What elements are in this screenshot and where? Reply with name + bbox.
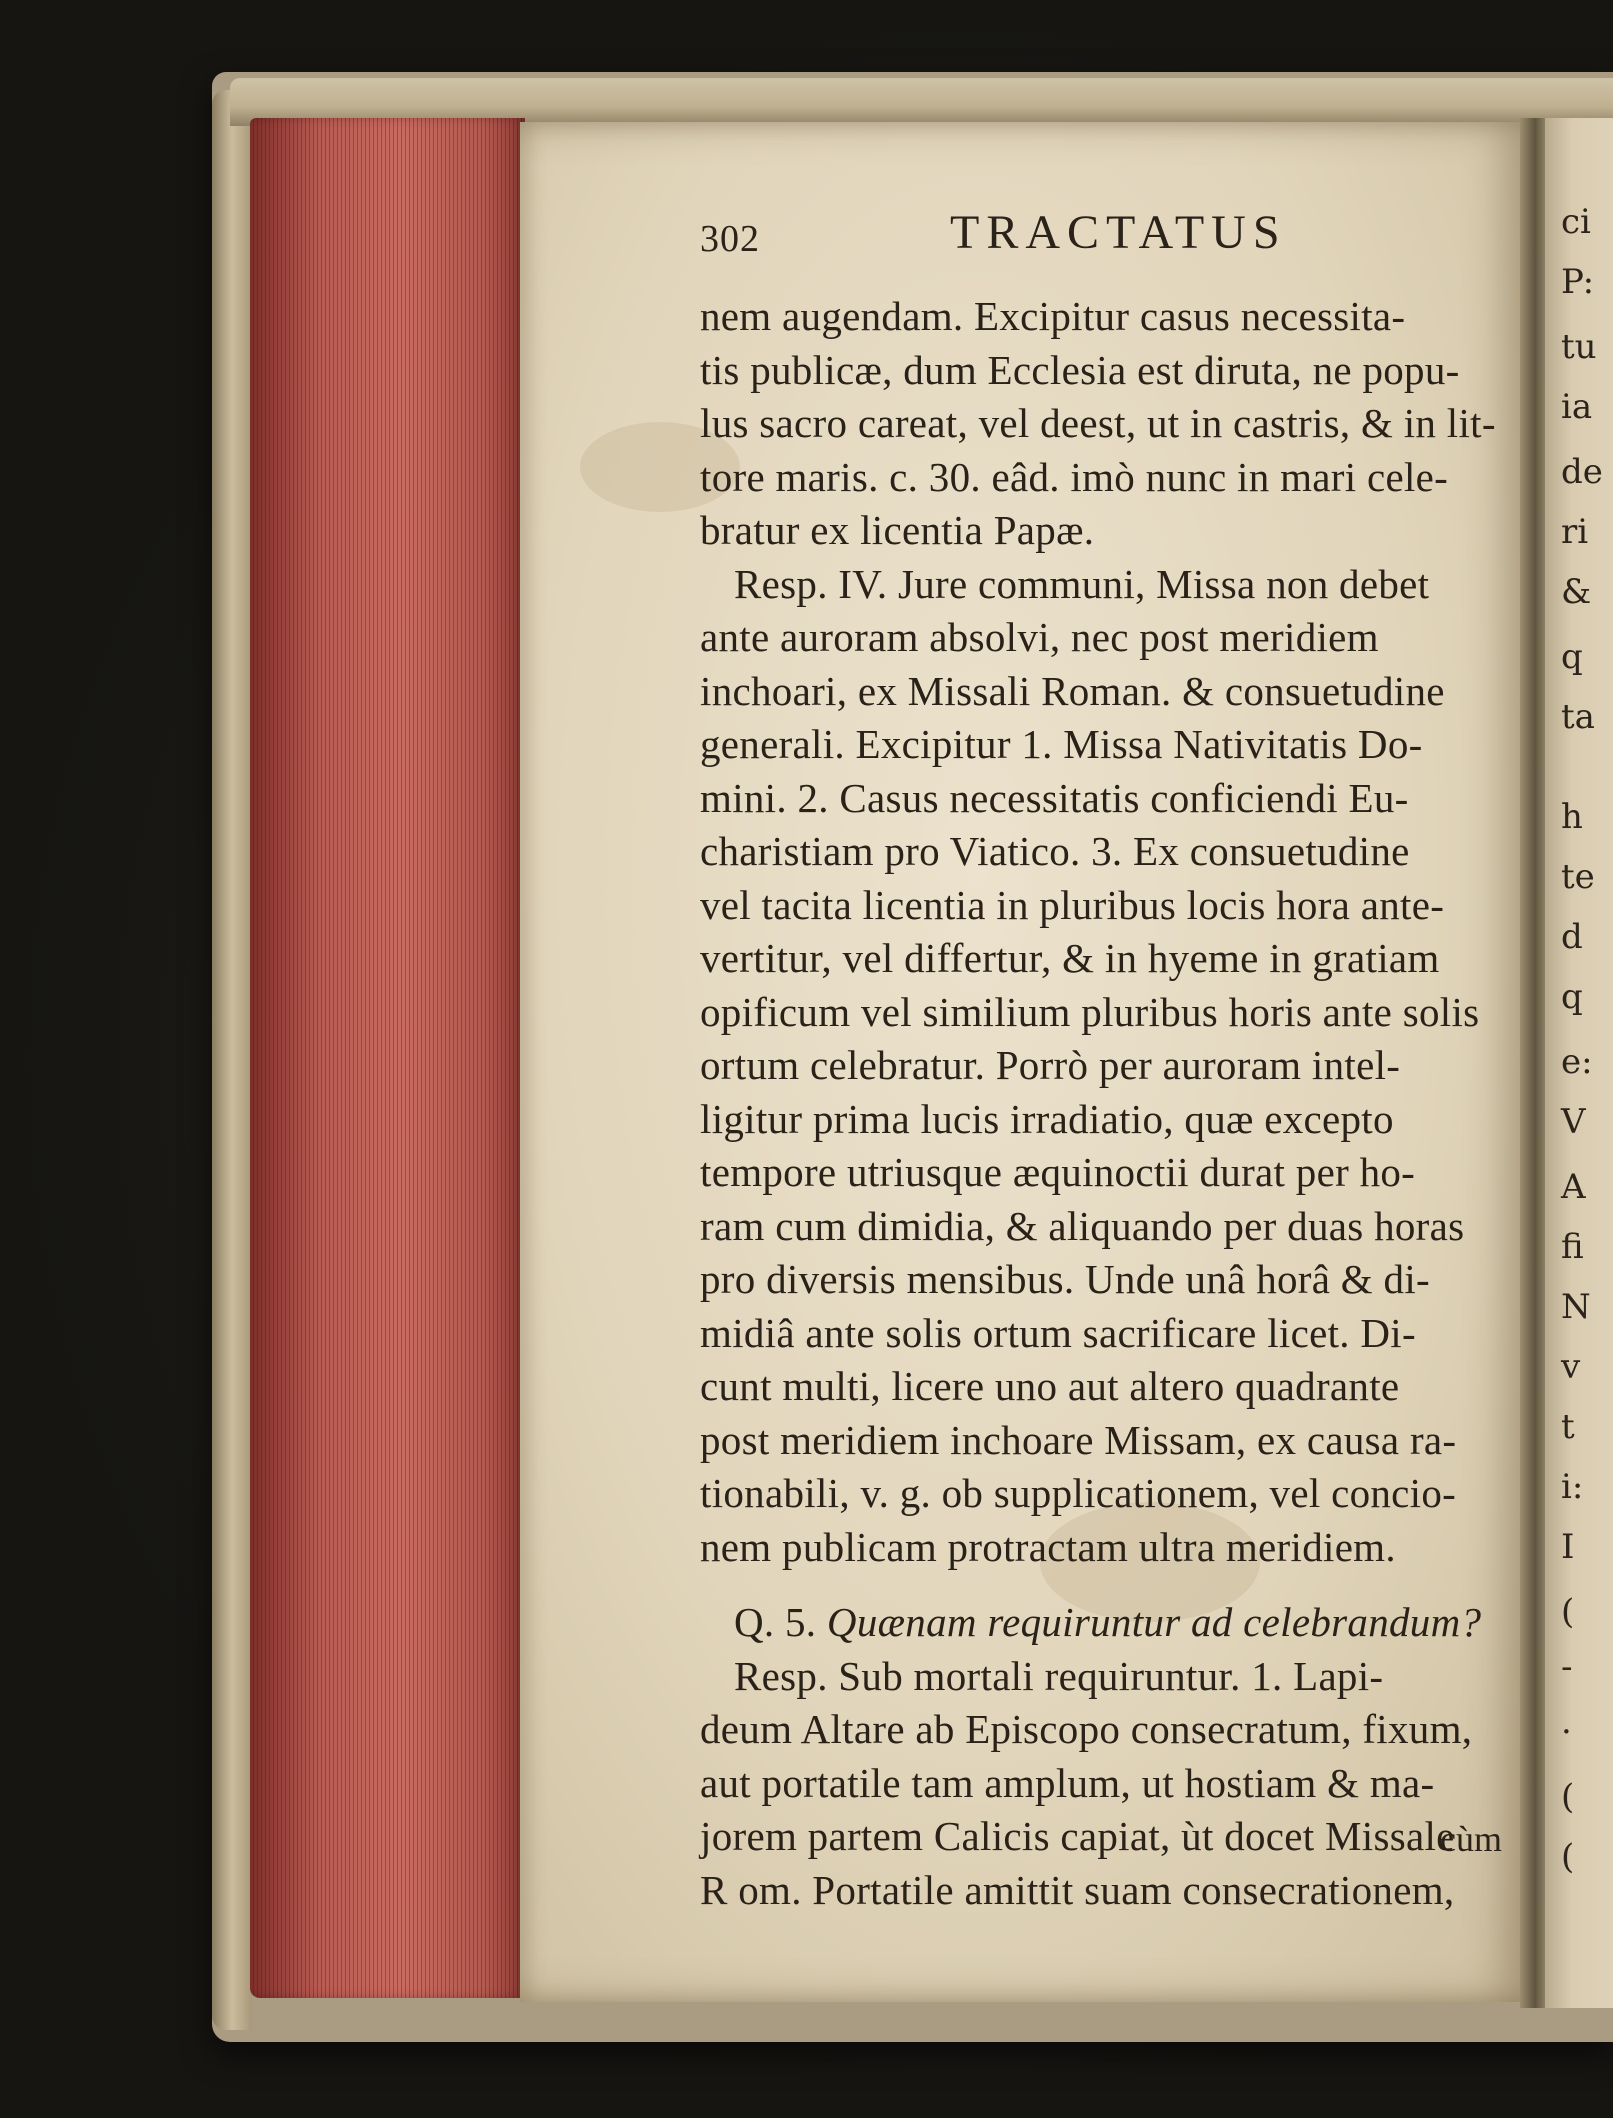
page-header — [700, 205, 1300, 265]
book-cover-edge — [212, 90, 252, 2030]
text-line: tionabili, v. g. ob supplicationem, vel concio- — [700, 1470, 1457, 1516]
text-line: deum Altare ab Episcopo consecratum, fixum, — [700, 1706, 1473, 1752]
facing-page-fragment-text: q — [1561, 977, 1583, 1017]
text-line: cunt multi, licere uno aut altero quadrante — [700, 1363, 1400, 1409]
facing-page-fragment-text: ci — [1561, 202, 1591, 242]
text-line: tempore utriusque æquinoctii durat per ho- — [700, 1149, 1416, 1195]
text-line: tore maris. c. 30. eâd. imò nunc in mari cele- — [700, 453, 1449, 500]
text-block — [700, 290, 1510, 1917]
facing-page-fragment-text: ( — [1561, 1837, 1575, 1877]
facing-page-fragment-text: - — [1561, 1647, 1573, 1687]
facing-page-fragment-text: P: — [1561, 262, 1595, 302]
text-line: nem augendam. Excipitur casus necessita- — [700, 293, 1406, 339]
question-heading — [700, 1596, 1510, 1650]
catchword: cùm — [1440, 1819, 1502, 1859]
text-line: Resp. Sub mortali requiruntur. 1. Lapi- — [734, 1652, 1384, 1699]
facing-page-fragment-text: t — [1561, 1407, 1575, 1447]
text-line: tis publicæ, dum Ecclesia est diruta, ne popu- — [700, 346, 1460, 393]
red-stained-page-edges — [250, 118, 525, 1998]
facing-page-fragment-text: V — [1561, 1102, 1586, 1142]
page-number: 302 — [700, 218, 760, 260]
facing-page-fragment-text: & — [1561, 572, 1592, 612]
facing-page-fragment-text: tu — [1561, 327, 1597, 367]
facing-page-fragment-text: ( — [1561, 1592, 1575, 1632]
facing-page-fragment-text: · — [1561, 1712, 1572, 1752]
text-line: vertitur, vel differtur, & in hyeme in gratiam — [700, 935, 1440, 981]
text-line: pro diversis mensibus. Unde unâ horâ & di- — [700, 1256, 1430, 1302]
facing-page-fragment-text: ( — [1561, 1777, 1575, 1817]
facing-page-fragment-text: fi — [1561, 1227, 1584, 1267]
facing-page-fragment-text: I — [1561, 1527, 1575, 1567]
running-title: TRACTATUS — [950, 206, 1287, 259]
text-line: inchoari, ex Missali Roman. & consuetudine — [700, 667, 1445, 714]
facing-page-fragment-text: te — [1561, 857, 1595, 897]
facing-page-fragment — [1545, 118, 1613, 2008]
facing-page-fragment-text: v — [1561, 1347, 1581, 1387]
facing-page-fragment-text: d — [1561, 917, 1583, 957]
text-line: opificum vel similium pluribus horis ante solis — [700, 988, 1480, 1035]
text-line: vel tacita licentia in pluribus locis hora ante- — [700, 881, 1445, 928]
text-line: jorem partem Calicis capiat, ùt docet Missale — [700, 1813, 1455, 1859]
text-line: ram cum dimidia, & aliquando per duas horas — [700, 1202, 1465, 1249]
facing-page-fragment-text: ia — [1561, 387, 1593, 427]
text-line: generali. Excipitur 1. Missa Nativitatis Do- — [700, 721, 1423, 767]
facing-page-fragment-text: ri — [1561, 512, 1589, 552]
facing-page-fragment-text: e: — [1561, 1042, 1593, 1082]
question-text: Quænam requiruntur ad celebrandum? — [826, 1599, 1482, 1645]
facing-page-fragment-text: i: — [1561, 1467, 1584, 1507]
question-label: Q. 5. — [734, 1599, 817, 1645]
text-line: midiâ ante solis ortum sacrificare licet. Di- — [700, 1309, 1416, 1356]
text-line: bratur ex licentia Papæ. — [700, 507, 1095, 553]
text-line: post meridiem inchoare Missam, ex causa ra- — [700, 1416, 1457, 1463]
text-line: aut portatile tam amplum, ut hostiam & ma- — [700, 1759, 1435, 1806]
facing-page-fragment-text: ta — [1561, 697, 1595, 737]
facing-page-fragment-text: N — [1561, 1287, 1591, 1327]
text-line: mini. 2. Casus necessitatis conficiendi Eu- — [700, 774, 1409, 821]
text-line: nem publicam protractam ultra meridiem. — [700, 1523, 1396, 1570]
section-gap — [700, 1574, 1510, 1596]
text-line: R om. Portatile amittit suam consecrationem, — [700, 1866, 1455, 1913]
facing-page-fragment-text: q — [1561, 637, 1583, 677]
facing-page-fragment-text: de — [1561, 452, 1603, 492]
text-line: ligitur prima lucis irradiatio, quæ excepto — [700, 1095, 1394, 1142]
text-line: Resp. IV. Jure communi, Missa non debet — [734, 560, 1430, 607]
text-line: lus sacro careat, vel deest, ut in castris, & in lit- — [700, 400, 1496, 446]
text-line: charistiam pro Viatico. 3. Ex consuetudine — [700, 828, 1410, 874]
facing-page-fragment-text: h — [1561, 797, 1583, 837]
text-line: ortum celebratur. Porrò per auroram intel- — [700, 1042, 1401, 1088]
facing-page-fragment-text: A — [1561, 1167, 1586, 1207]
text-line: ante auroram absolvi, nec post meridiem — [700, 614, 1379, 660]
